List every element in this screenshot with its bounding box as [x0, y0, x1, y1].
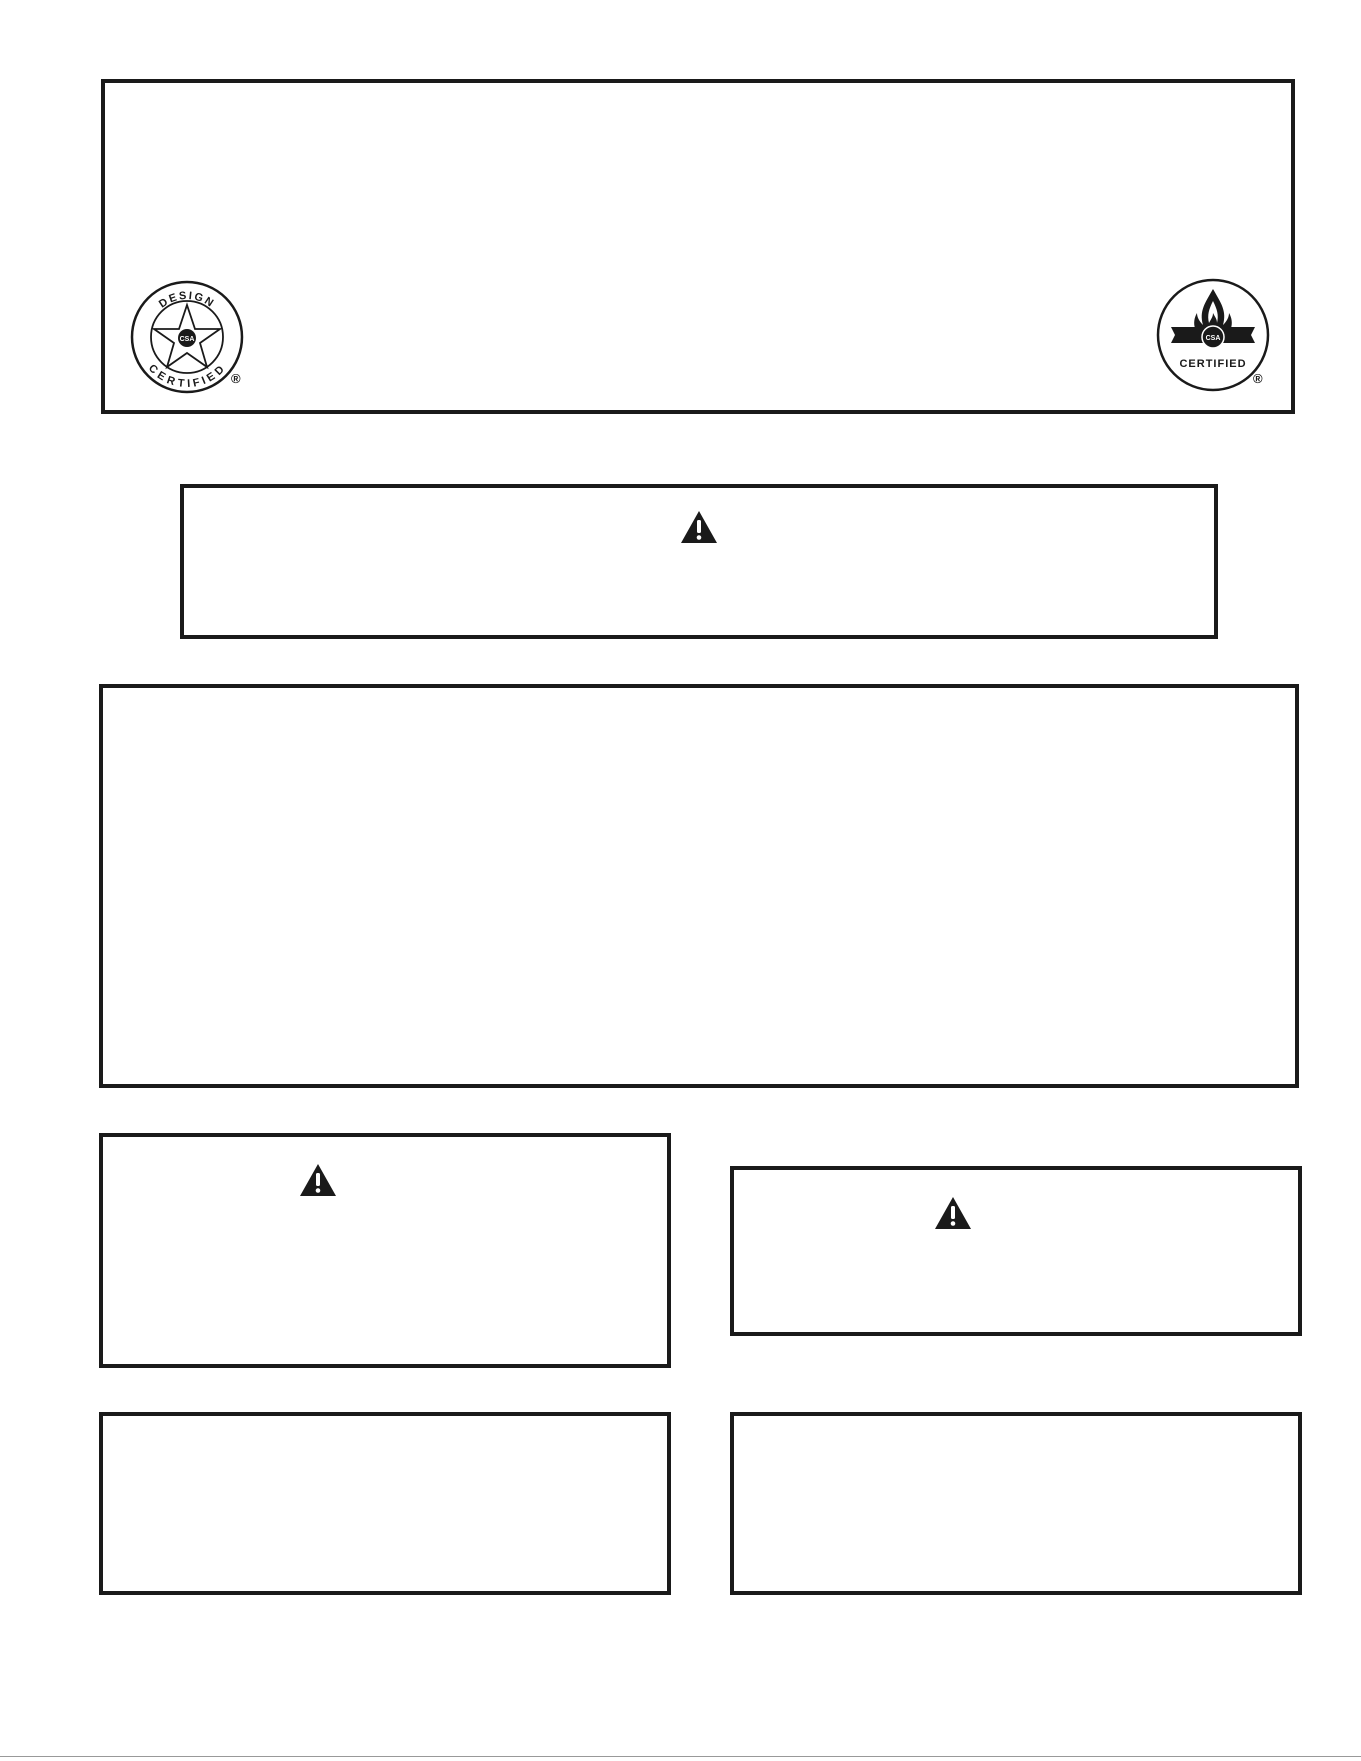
seal-center-text: CSA — [1205, 335, 1221, 342]
right-seal-registered-mark: ® — [1253, 371, 1263, 386]
warning-triangle-icon — [680, 510, 718, 544]
footer-rule — [0, 1756, 1361, 1757]
warning-triangle-icon — [934, 1196, 972, 1230]
svg-text:CERTIFIED — [146, 362, 228, 390]
seal-bottom-text: CERTIFIED — [145, 362, 229, 391]
warning-triangle-icon — [299, 1163, 337, 1197]
seal-certified-label: CERTIFIED — [1179, 358, 1247, 370]
warning-box-right — [730, 1166, 1302, 1336]
seal-center-text: CSA — [179, 336, 195, 343]
warning-box-top — [180, 484, 1218, 639]
information-box-large — [99, 684, 1299, 1088]
warning-box-left — [99, 1133, 671, 1368]
certification-header-box — [101, 79, 1295, 414]
notice-box-bottom-right — [730, 1412, 1302, 1595]
left-seal-registered-mark: ® — [231, 371, 241, 386]
seal-top-text: DESIGN — [156, 289, 218, 311]
design-certified-seal-icon — [129, 279, 245, 395]
notice-box-bottom-left — [99, 1412, 671, 1595]
